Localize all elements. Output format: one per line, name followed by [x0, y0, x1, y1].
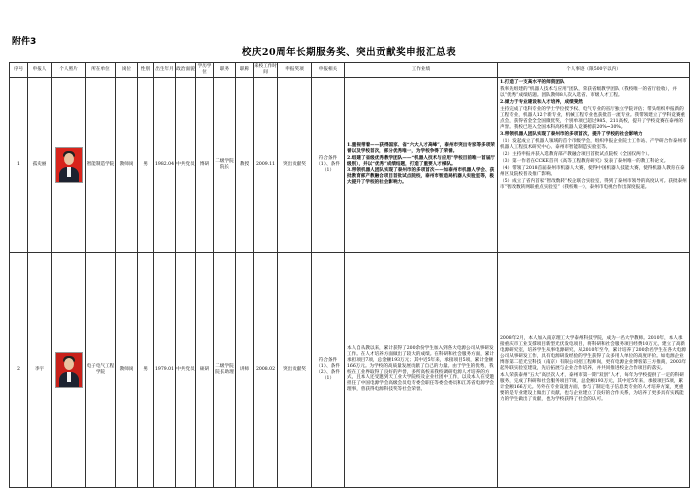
achievement-item: 2.组建了省级优秀教学团队——“机器人技术与应用”学校目前唯一首届厅级别），并以“优秀”成绩结题，打造了重要人才梯队。: [347, 155, 495, 167]
header-service: 来校工作时间: [254, 63, 278, 78]
cell-service: 2009.11: [254, 78, 278, 253]
cell-position: 教师岗: [116, 253, 138, 488]
header-political: 政治面貌: [176, 63, 196, 78]
header-applicant: 申报人: [28, 63, 52, 78]
cell-achievements: [345, 78, 498, 253]
cell-award: 突出贡献奖: [278, 78, 312, 253]
deed-paragraph: （3）第一作者在CCKE首刊《高等工程教育研究》发表了泰州唯一的教工科论文。: [500, 158, 669, 164]
header-seq: 序号: [10, 63, 28, 78]
attachment-label: 附件3: [12, 37, 37, 47]
cell-criteria: 符合条件（1）、条件（2）、条件（1）: [312, 253, 345, 488]
table-row: [10, 253, 690, 488]
cell-name: 孤史丽: [28, 78, 52, 253]
deed-paragraph: （4）带领了2018首届泰州市机器人大赛，使得中国机器人技能大赛，使得机器人教育在泰州区及院校普及推广影响。: [500, 165, 685, 177]
cell-seq: 2: [10, 253, 28, 488]
cell-unit: 智能制造学院: [86, 78, 116, 253]
achievement-item: 本人自从教以来，累计获得了200余份学生加入到各大电源公司从事研发工作。在人才培养方面做出了较大的成绩。在科研和社会服务方面，累计承担项目7项，总金额193万元；其中近5年来，承接项目5项，累计金额166万元。为学校的高质量发展贡献了自己的力量。由于学生的优秀，我校在工业界取得了良好的声誉，多所高校来我校调研电源人才培养的方式，且本人还受邀到天工业大学院校及企业社团中工作，以及本人在受邀担任了中国电源学会高级会员电专委会职任等委会委员和江苏省电源学会理事，曾获得电源科技奖等社会荣誉。: [347, 345, 495, 393]
header-birth: 出生年月: [154, 63, 176, 78]
cell-gender: 男: [138, 78, 154, 253]
achievement-item: 3.带领机器人团队实现了泰州市的多项首次——如泰州市机器人学会、获批教育部产教融合项目首批试点院校，泰州市智造局机器人实验室等，极大提升了学校的社会影响力。: [347, 168, 495, 186]
cell-birth: 1979.01: [154, 253, 176, 488]
cell-deeds: [498, 253, 690, 488]
applicant-photo: [55, 352, 83, 388]
deed-paragraph: （2）主持申报并获入选教育部产教融合项目首批试点院校（全国仅两个）。: [500, 151, 653, 157]
cell-photo: [52, 78, 86, 253]
header-position: 岗位: [116, 63, 138, 78]
table-header-row: [10, 63, 690, 78]
header-criteria: 申报相关: [312, 63, 345, 78]
deed-heading: 1.打造了一支高水平的师资团队: [500, 80, 565, 85]
cell-political: 中共党员: [176, 78, 196, 253]
cell-birth: 1982.04: [154, 78, 176, 253]
cell-position: 教师岗: [116, 78, 138, 253]
header-title: 职称: [236, 63, 254, 78]
header-unit: 所在单位: [86, 63, 116, 78]
deed-paragraph: 2008年2月，本人加入南京理工大学泰州科技学院，成为一名大学教师。2010年，本人承接重庆市工业支撑项目新型光伏发电项目，将科研和社会服务项目经费10万元，建立了高新电源研究室，培养学生从事电源研究，从2010年至今，累计培养了200余名学生在各大电源公司从事研发工作，具有电源研发经验的学生获得了众多用人单位的高度评价。如电源企业博客第二范光宝科技（南京）有限公司招工程师岗，更有电源企业博客第三方推商，2003年起外联实验室建设，先后拓展与企业合作培养，并共同推进校企合作项目的落实。: [500, 336, 687, 372]
cell-achievements: [345, 253, 498, 488]
table-row: [10, 78, 690, 253]
cell-title: 讲师: [236, 253, 254, 488]
header-photo: 个人照片: [52, 63, 86, 78]
header-achievements: 工作业绩: [345, 63, 498, 78]
cell-unit: 电子电气工程学院: [86, 253, 116, 488]
header-gender: 性别: [138, 63, 154, 78]
cell-name: 李宇: [28, 253, 52, 488]
cell-political: 中共党员: [176, 253, 196, 488]
application-summary-table: [9, 62, 690, 488]
page-title: 校庆20周年长期服务奖、突出贡献奖申报汇总表: [241, 47, 457, 58]
deed-paragraph: 主持完成了电科专业的学士学位授予权、电气专业的省厅独立学院评估；带头组织申报新的工程专业，机器人12个新专业，机械工程专业也获批首一流专业。我带领建立了学科竞赛重点会，获得省金全全国微优奖，个别单项已超过985、211高校，提升了学校竞赛在泰州的声誉。我校已进入全国本科高校机器人竞赛榜前20%~30%。: [500, 106, 686, 130]
cell-deeds: [498, 78, 690, 253]
cell-photo: [52, 253, 86, 488]
applicant-photo: [55, 147, 83, 183]
cell-award: 突出贡献奖: [278, 253, 312, 488]
deed-paragraph: （5）成立了省内首家“智改数转”校企联合实验室，得到了泰州市领导的高度认可。获批泰州市“智改数转网联重点实验室”（我校唯一），泰州市电视台作出深度报道。: [500, 178, 687, 190]
cell-seq: 1: [10, 78, 28, 253]
cell-job: 二级学院院长: [214, 78, 236, 253]
deed-paragraph: （1）发起成立了机器人领域的首个市级学会，组织申报企业院士工作站、产学研合作泰州市机器人工程技术研究中心、泰州市智能制造实验室等。: [500, 138, 687, 150]
cell-criteria: 符合条件（1）、条件（1）: [312, 78, 345, 253]
cell-title: 教授: [236, 78, 254, 253]
cell-service: 2008.02: [254, 253, 278, 488]
cell-gender: 男: [138, 253, 154, 488]
deed-paragraph: 本人荣获泰州“五大”高层次人才，泰州市第一期“双创”人才，每年为学校提供了一定的科研服务，完成了科研和社会服务项目7项，总金额193万元，其中近5年来，承接项目5项，累计金额166万元。另外在专业设置方面，参与了制定电子信息类专业的人才培养方案，更重要的是专业建设上做出了贡献，也与企业建立了良好的合作关系，为培养了更多具有实践能力的学生做出了贡献，也为学校获得了社会的认可。: [500, 372, 684, 402]
cell-degree: 硕研: [196, 253, 214, 488]
header-deeds: 个人事迹（限500字以内）: [498, 63, 690, 78]
deed-heading: 2.倾力于专业建设和人才培养，成绩斐然: [500, 99, 583, 105]
cell-job: 二级学院院长助理: [214, 253, 236, 488]
header-degree: 学历学位: [196, 63, 214, 78]
achievement-item: 1.重视带着——获得国家、省“六大人才高峰”，泰州市突出专家等多项荣誉以及学校首次，部分优秀唯一，为学校争得了荣誉。: [347, 142, 495, 154]
cell-degree: 博研: [196, 78, 214, 253]
header-award: 申报奖项: [278, 63, 312, 78]
deed-paragraph: 我率先组建的“机器人技术与应用”团队，荣获省级教学团队（我校唯一的省厅验收），并以“优秀”成绩结题。团队教师8人次入选省、市级人才工程。: [500, 86, 677, 98]
deed-heading: 3.带领机器人团队实现了泰州市的多项首次，提升了学校的社会影响力: [500, 131, 643, 137]
header-job: 职务: [214, 63, 236, 78]
